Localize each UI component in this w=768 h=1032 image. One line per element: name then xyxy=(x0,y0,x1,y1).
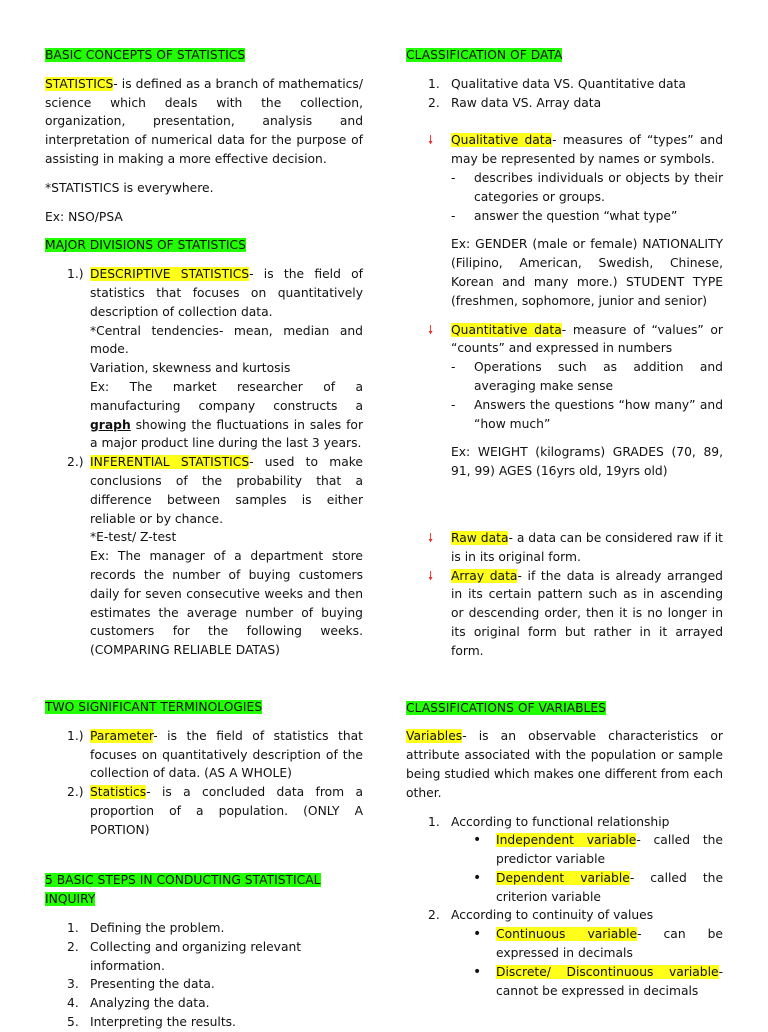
array-data-term: Array data xyxy=(451,568,518,583)
list-item: 1.) Parameter- is the field of statistics that focuses on quantitatively description of the collection of data. (AS A WHOLE) xyxy=(67,728,363,781)
list-item: 2. Raw data VS. Array data xyxy=(428,95,602,110)
list-item: 1.) DESCRIPTIVE STATISTICS- is the field of statistics that focuses on quantitatively description of collection data. *Central tendencies- mean, median and mode. Variation, skewness and kurtosis Ex: The market researcher of a manufacturing company constructs a graph showing the fluctuations in sales for a major product line during the last 3 years. xyxy=(67,267,363,451)
list-item: • Dependent variable- called the criterion variable xyxy=(473,869,724,904)
statistics-example: Ex: NSO/PSA xyxy=(45,209,123,224)
qualitative-data-term: Qualitative data xyxy=(451,133,553,148)
arrow-icon: 🠗 xyxy=(428,322,434,337)
list-item: 2. Collecting and organizing relevant information. xyxy=(67,939,302,973)
heading-classifications-of-variables: CLASSIFICATIONS OF VARIABLES xyxy=(406,700,606,715)
list-item: 1. According to functional relationship • Independent variable- called the predictor variable • Dependent variable- called the criterion variable xyxy=(428,813,723,907)
list-item: - Operations such as addition and averaging make sense xyxy=(451,360,723,393)
inferential-statistics-term: INFERENTIAL STATISTICS xyxy=(90,455,250,470)
right-column xyxy=(406,44,723,1000)
statistics-everywhere: *STATISTICS is everywhere. xyxy=(45,180,214,195)
quantitative-block: 🠗 Quantitative data- measure of “values” or “counts” and expressed in numbers - Operations such as addition and averaging make sense - Answers the questions “how many” and “how much” Ex: WEIGHT (kilograms) GRADES (70, 89, 91, 99) AGES (16yrs old, 19yrs old) xyxy=(406,321,723,481)
parameter-term: Parameter xyxy=(90,728,154,743)
continuous-variable-term: Continuous variable xyxy=(496,927,638,942)
heading-classification-of-data: CLASSIFICATION OF DATA xyxy=(406,48,563,62)
list-item: • Independent variable- called the predictor variable xyxy=(473,832,723,867)
list-item: - answer the question “what type” xyxy=(451,208,678,223)
list-item: 2. According to continuity of values • Continuous variable- can be expressed in decimals • Discrete/ Discontinuous variable- cannot be expressed in decimals xyxy=(428,906,723,1000)
terminologies-list xyxy=(45,727,363,840)
list-item: • Continuous variable- can be expressed in decimals xyxy=(473,926,723,961)
heading-major-divisions: MAJOR DIVISIONS OF STATISTICS xyxy=(45,238,246,253)
list-item: 1. Defining the problem. xyxy=(67,921,225,936)
divisions-list xyxy=(45,265,363,660)
list-item: 2.) INFERENTIAL STATISTICS- used to make conclusions of the probability that a difference between samples is either reliable or by chance. *E-test/ Z-test Ex: The manager of a department store records the number of buying customers daily for seven consecutive weeks and then estimates the average number of buying customers for the following weeks. (COMPARING RELIABLE DATAS) xyxy=(67,455,363,658)
statistics-definition: STATISTICS- is defined as a branch of mathematics/ science which deals with the collection, organization, presentation, analysis and interpretation of numerical data for the purpose of assisting in making a more effective decision. xyxy=(45,76,363,166)
arrow-icon: 🠗 xyxy=(428,133,434,148)
array-data-block: 🠗 Array data- if the data is already arranged in its certain pattern such as in ascending or descending order, then it is no longer in its original form but rather in it arrayed form. xyxy=(428,568,723,658)
independent-variable-term: Independent variable xyxy=(496,833,637,848)
list-item: 3. Presenting the data. xyxy=(67,977,215,992)
heading-five-steps: 5 BASIC STEPS IN CONDUCTING STATISTICAL INQUIRY xyxy=(45,873,321,907)
variables-definition: Variables- is an observable characteristics or attribute associated with the population or sample being studied which makes one different from each other. xyxy=(406,729,723,800)
dependent-variable-term: Dependent variable xyxy=(496,870,630,885)
statistics-sample-term: Statistics xyxy=(90,785,147,800)
steps-list xyxy=(45,919,363,1032)
statistics-term: STATISTICS xyxy=(45,76,114,91)
list-item: • Discrete/ Discontinuous variable- cannot be expressed in decimals xyxy=(473,963,723,998)
heading-basic-concepts: BASIC CONCEPTS OF STATISTICS xyxy=(45,48,246,62)
variables-list xyxy=(406,813,723,1001)
raw-data-term: Raw data xyxy=(451,530,509,545)
list-item: 4. Analyzing the data. xyxy=(67,996,210,1011)
variables-term: Variables xyxy=(406,729,463,744)
list-item: 1. Qualitative data VS. Quantitative data xyxy=(428,76,686,91)
qualitative-block: 🠗 Qualitative data- measures of “types” and may be represented by names or symbols. - describes individuals or objects by their categories or groups. - answer the question “what type” Ex: GENDER (male or female) NATIONALITY (Filipino, American, Swedish, Chinese, Korean and many more.) STUDENT TYPE (freshmen, sophomore, junior and senior) xyxy=(406,131,723,310)
heading-two-terminologies: TWO SIGNIFICANT TERMINOLOGIES xyxy=(45,699,263,714)
descriptive-statistics-term: DESCRIPTIVE STATISTICS xyxy=(90,267,250,282)
graph-term: graph xyxy=(90,417,131,432)
raw-data-block: 🠗 Raw data- a data can be considered raw if it is in its original form. xyxy=(428,530,723,564)
discrete-variable-term: Discrete/ Discontinuous variable xyxy=(496,964,719,979)
list-item: - Answers the questions “how many” and “how much” xyxy=(451,397,723,431)
list-item: 5. Interpreting the results. xyxy=(67,1015,236,1030)
arrow-icon: 🠗 xyxy=(428,530,434,545)
list-item: - describes individuals or objects by their categories or groups. xyxy=(451,170,723,204)
quantitative-example: Ex: WEIGHT (kilograms) GRADES (70, 89, 91, 99) AGES (16yrs old, 19yrs old) xyxy=(451,445,723,479)
classification-list xyxy=(406,75,723,113)
list-item: 2.) Statistics- is a concluded data from a proportion of a population. (ONLY A PORTION) xyxy=(67,785,363,837)
quantitative-data-term: Quantitative data xyxy=(451,322,562,337)
arrow-icon: 🠗 xyxy=(428,568,434,583)
qualitative-example: Ex: GENDER (male or female) NATIONALITY (Filipino, American, Swedish, Chinese, Korean and many more.) STUDENT TYPE (freshmen, sophomore, junior and senior) xyxy=(451,237,723,308)
left-column xyxy=(45,44,363,1032)
